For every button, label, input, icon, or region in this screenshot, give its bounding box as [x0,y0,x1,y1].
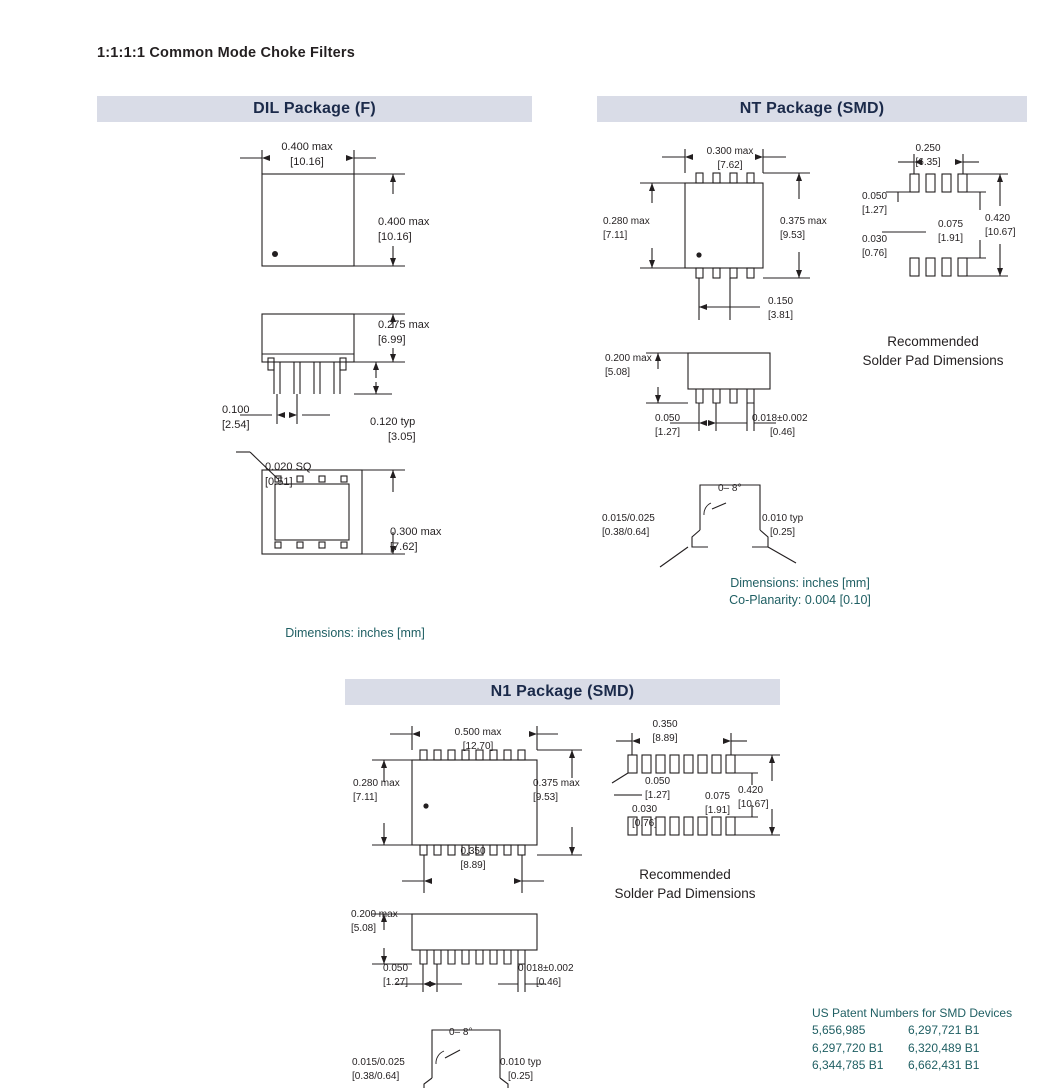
page-title: 1:1:1:1 Common Mode Choke Filters [97,45,355,61]
patent-right-0: 6,297,721 B1 [908,1023,980,1038]
nt-footnote-line1: Dimensions: inches [mm] [730,576,870,590]
nt-pad-dim-pitch-top: 0.250 [6.35] [915,143,941,168]
patent-left-1: 6,297,720 B1 [812,1040,884,1055]
patent-left-0: 5,656,985 [812,1023,866,1038]
n1-dim-foot-length: 0.015/0.025 [0.38/0.64] [352,1057,405,1082]
nt-pad-dim-d: 0.420 [10.67] [985,213,1016,238]
patent-left-2: 6,344,785 B1 [812,1058,884,1073]
nt-pad-dim-b: 0.030 [0.76] [862,234,888,259]
dil-dim-pin-pitch: 0.100 [2.54] [222,404,250,431]
n1-dim-lead-span: 0.350 [8.89] [460,846,486,871]
n1-recommended-line2: Solder Pad Dimensions [614,885,756,901]
nt-recommended-line2: Solder Pad Dimensions [862,352,1004,368]
patent-row [812,1057,1012,1074]
section-header-n1 [345,679,780,705]
section-header-nt [597,96,1027,122]
nt-dim-lead-span: 0.150 [3.81] [768,296,794,321]
dil-dim-footprint-height: 0.300 max [7.62] [390,526,442,553]
patent-row [812,1040,1012,1057]
dil-footnote: Dimensions: inches [mm] [285,626,425,640]
section-header-dil-label: DIL Package (F) [253,100,376,117]
n1-pad-dim-a: 0.050 [1.27] [645,776,671,801]
nt-dim-foot-length: 0.015/0.025 [0.38/0.64] [602,513,655,538]
n1-dim-angle: 0– 8° [449,1027,473,1038]
nt-pad-dim-c: 0.075 [1.91] [938,219,964,244]
nt-footnote [600,575,1000,609]
nt-dim-width-left: 0.280 max [7.11] [603,216,650,241]
n1-recommended-note [580,866,790,904]
section-header-n1-label: N1 Package (SMD) [490,683,635,700]
dil-dim-width-top: 0.400 max [10.16] [281,141,333,168]
patent-right-1: 6,320,489 B1 [908,1040,980,1055]
nt-dim-lead-width: 0.018±0.002 [0.46] [752,413,808,438]
n1-recommended-line1: Recommended [639,867,731,882]
nt-dim-angle: 0– 8° [718,483,742,494]
n1-dim-pitch: 0.050 [1.27] [383,963,409,988]
nt-dim-pitch: 0.050 [1.27] [655,413,681,438]
n1-dim-height-right: 0.375 max [9.53] [533,778,580,803]
patent-notice [812,1005,1012,1075]
n1-dim-radius: 0.010 typ [0.25] [500,1057,542,1082]
section-header-nt-label: NT Package (SMD) [739,100,885,117]
nt-dim-width-top: 0.300 max [7.62] [706,146,754,171]
n1-dim-lead-width: 0.018±0.002 [0.46] [518,963,574,988]
n1-pad-dim-b: 0.030 [0.76] [632,804,658,829]
patent-right-2: 6,662,431 B1 [908,1058,980,1073]
dil-dim-height-right: 0.400 max [10.16] [378,216,430,243]
n1-dim-side-height: 0.200 max [5.08] [351,909,398,934]
nt-recommended-line1: Recommended [887,334,979,349]
n1-dim-width-left: 0.280 max [7.11] [353,778,400,803]
dil-dim-lead-length: 0.120 typ [3.05] [370,416,416,443]
patent-row [812,1022,1012,1039]
nt-recommended-note [828,333,1038,371]
n1-dim-width-top: 0.500 max [12.70] [454,727,502,752]
n1-pad-dim-d: 0.420 [10.67] [738,785,769,810]
nt-dim-radius: 0.010 typ [0.25] [762,513,804,538]
dil-dim-body-height: 0.275 max [6.99] [378,319,430,346]
section-header-dil [97,96,532,122]
n1-pad-dim-c: 0.075 [1.91] [705,791,731,816]
nt-dim-side-height: 0.200 max [5.08] [605,353,652,378]
dil-dim-pin-sq: 0.020 SQ [0.51] [265,461,312,488]
dil-drawing [180,132,510,652]
nt-pad-dim-a: 0.050 [1.27] [862,191,888,216]
nt-footnote-line2: Co-Planarity: 0.004 [0.10] [729,592,871,607]
n1-pad-dim-pitch-top: 0.350 [8.89] [652,719,678,744]
nt-dim-height-right: 0.375 max [9.53] [780,216,827,241]
patent-heading: US Patent Numbers for SMD Devices [812,1006,1013,1020]
